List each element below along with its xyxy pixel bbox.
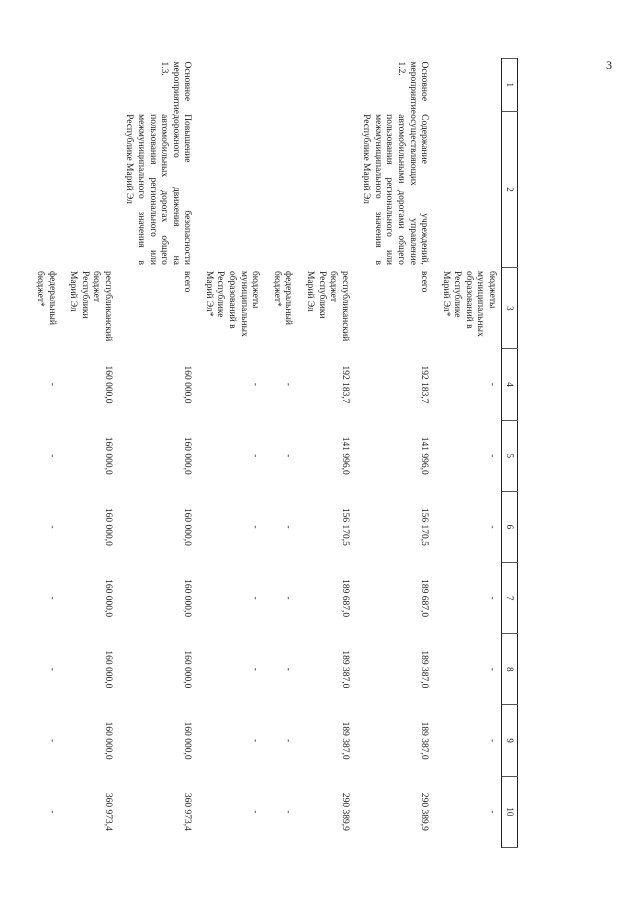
event-number-cell: [196, 59, 264, 112]
event-name-cell: [61, 111, 117, 268]
value-cell: 160 000,0: [182, 365, 193, 404]
budget-table: [27, 58, 518, 848]
table-body: [27, 59, 501, 848]
value-cell: 360 973,4: [182, 792, 193, 831]
value-cell: 360 973,4: [102, 792, 113, 831]
value-cell: -: [487, 525, 498, 529]
column-header: 10: [502, 776, 518, 847]
value-cell: -: [46, 738, 57, 743]
event-name-cell: [27, 111, 60, 268]
event-name-cell: Повышение безопасности дорожного движения на автомобильных дорогах общего пользования регионального или межмуниципального значения в Республике Марий Эл: [124, 114, 193, 265]
value-cell: -: [283, 382, 294, 387]
event-name-cell: Содержание учреждений, осуществляющих управление автомобильными дорогами общего пользования регионального или межмуниципального значения в Республике Марий Эл: [361, 114, 430, 265]
page-number: 3: [606, 58, 612, 72]
value-cell: 156 170,5: [339, 507, 350, 546]
value-cell: 192 183,7: [419, 365, 430, 404]
value-cell: -: [283, 810, 294, 814]
event-number-cell: [433, 59, 501, 112]
value-cell: 189 687,0: [419, 579, 430, 618]
table-row: [297, 59, 353, 848]
value-cell: 192 183,7: [339, 365, 350, 404]
value-cell: -: [487, 738, 498, 743]
value-cell: 141 996,0: [419, 436, 430, 475]
value-cell: -: [46, 596, 57, 600]
value-cell: -: [487, 810, 498, 814]
value-cell: -: [487, 454, 498, 458]
value-cell: 189 387,0: [419, 721, 430, 760]
value-cell: 160 000,0: [182, 721, 193, 760]
funding-source-cell: федеральный бюджет*: [271, 270, 294, 325]
funding-source-cell: федеральный бюджет*: [34, 270, 57, 325]
funding-source-cell: всего: [182, 270, 193, 293]
column-header: 8: [502, 634, 518, 705]
value-cell: 290 389,9: [339, 792, 350, 831]
value-cell: -: [250, 667, 261, 671]
value-cell: -: [283, 596, 294, 600]
value-cell: 160 000,0: [102, 365, 113, 404]
value-cell: 189 387,0: [419, 650, 430, 689]
column-header: 1: [502, 59, 518, 112]
event-number-cell: [27, 59, 60, 112]
event-number-cell: [264, 59, 297, 112]
funding-source-cell: бюджеты муниципальных образований в Республике Марий Эл*: [440, 270, 498, 337]
event-name-cell: [433, 111, 501, 268]
column-header: 5: [502, 420, 518, 491]
column-header: 9: [502, 705, 518, 776]
table-row: [61, 59, 117, 848]
funding-source-cell: республиканский бюджет Республики Марий Эл: [304, 270, 350, 342]
value-cell: -: [250, 810, 261, 814]
value-cell: -: [250, 596, 261, 600]
value-cell: -: [250, 738, 261, 743]
table-row: [433, 59, 501, 848]
value-cell: -: [250, 525, 261, 529]
event-name-cell: [196, 111, 264, 268]
value-cell: 156 170,5: [419, 507, 430, 546]
value-cell: -: [283, 454, 294, 458]
value-cell: -: [46, 382, 57, 387]
value-cell: -: [46, 454, 57, 458]
value-cell: 189 387,0: [339, 721, 350, 760]
column-header: 6: [502, 491, 518, 562]
value-cell: 160 000,0: [102, 721, 113, 760]
column-header: 3: [502, 268, 518, 349]
funding-source-cell: республиканский бюджет Республики Марий Эл: [68, 270, 113, 342]
value-cell: 160 000,0: [182, 436, 193, 475]
table-row: [264, 59, 297, 848]
value-cell: 160 000,0: [182, 579, 193, 618]
event-number-cell: Основное мероприятие 1.2.: [395, 61, 430, 114]
column-header: 4: [502, 349, 518, 420]
event-number-cell: Основное мероприятие 1.3.: [159, 61, 193, 114]
column-header: 7: [502, 563, 518, 634]
table-row: [117, 59, 196, 848]
event-number-cell: [61, 59, 117, 112]
value-cell: -: [487, 667, 498, 671]
value-cell: 160 000,0: [182, 650, 193, 689]
value-cell: 189 387,0: [339, 650, 350, 689]
value-cell: -: [46, 810, 57, 814]
funding-source-cell: всего: [419, 270, 430, 293]
value-cell: -: [487, 596, 498, 600]
table-row: [27, 59, 60, 848]
value-cell: 160 000,0: [182, 507, 193, 546]
value-cell: -: [46, 667, 57, 671]
header-row: [502, 59, 518, 848]
value-cell: 160 000,0: [102, 436, 113, 475]
value-cell: -: [283, 738, 294, 743]
value-cell: 141 996,0: [339, 436, 350, 475]
value-cell: 160 000,0: [102, 579, 113, 618]
value-cell: -: [487, 382, 498, 387]
value-cell: -: [250, 382, 261, 387]
value-cell: 160 000,0: [102, 507, 113, 546]
event-number-cell: [297, 59, 353, 112]
event-name-cell: [264, 111, 297, 268]
value-cell: 160 000,0: [102, 650, 113, 689]
value-cell: 290 389,9: [419, 792, 430, 831]
event-name-cell: [297, 111, 353, 268]
value-cell: -: [283, 667, 294, 671]
value-cell: -: [46, 525, 57, 529]
funding-source-cell: бюджеты муниципальных образований в Республике Марий Эл*: [203, 270, 261, 337]
column-header: 2: [502, 111, 518, 268]
value-cell: -: [283, 525, 294, 529]
value-cell: 189 687,0: [339, 579, 350, 618]
table-row: [354, 59, 433, 848]
table-row: [196, 59, 264, 848]
value-cell: -: [250, 454, 261, 458]
rotated-table-container: [34, 58, 518, 848]
